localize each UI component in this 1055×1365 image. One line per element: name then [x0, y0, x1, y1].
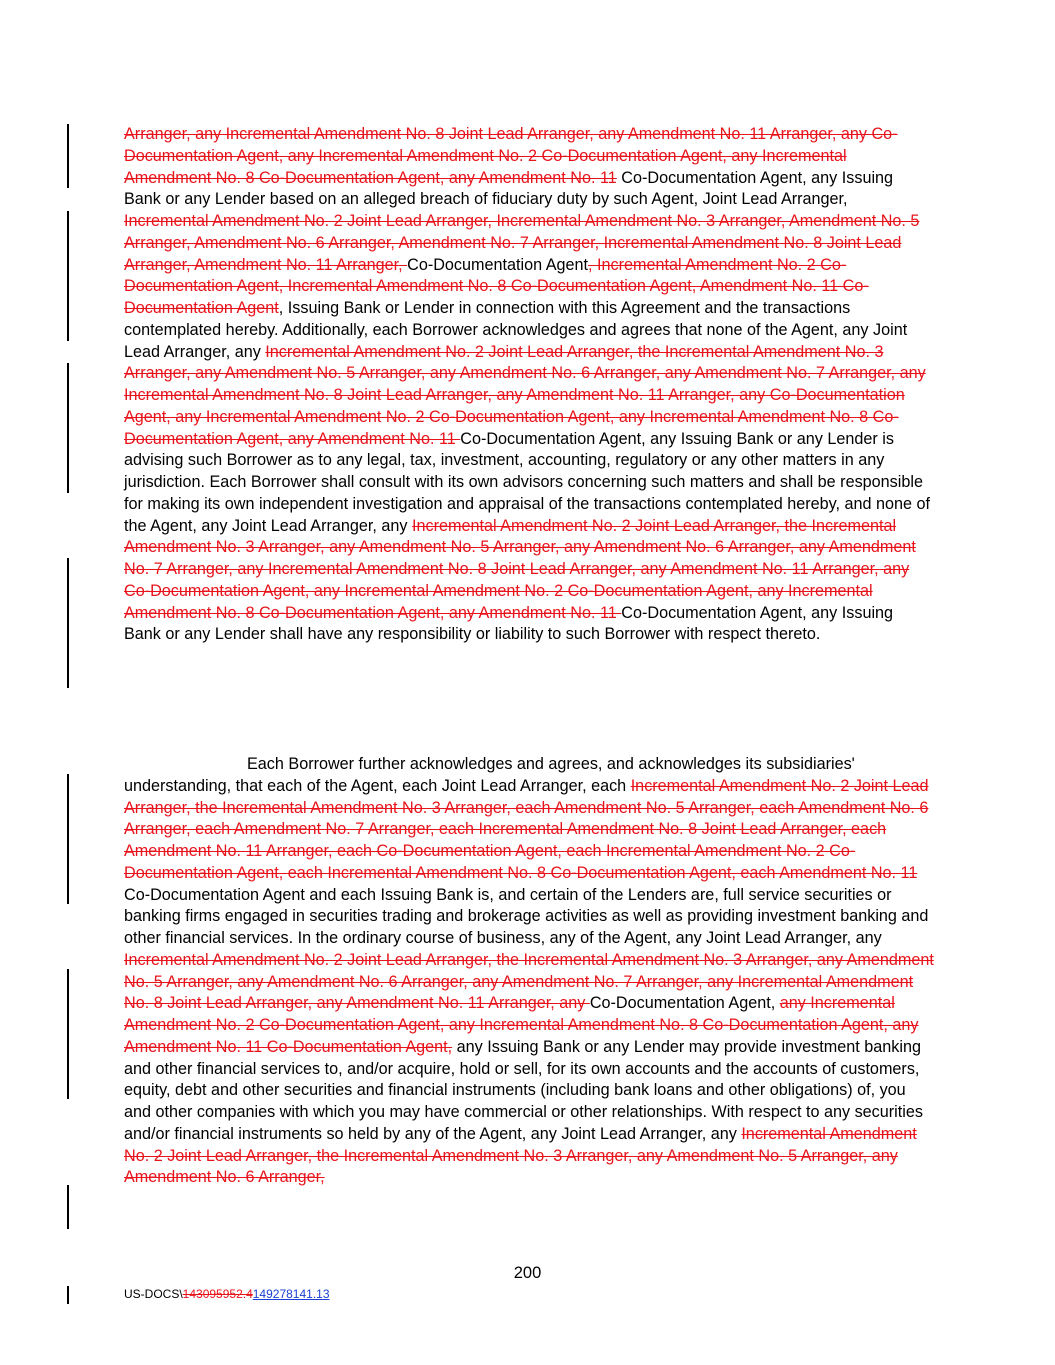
text-segment: Incremental Amendment No. 2 Joint Lead Arranger, Incremental Amendment No. 3 Arranger, Amendment No. 5 Arranger, Amendment No. 6 Arranger, Amendment No. 7 Arranger, Incremental Amendment No. 8 Joint Lead Arranger, Amendment No. 11 Arranger, [124, 212, 920, 274]
text-segment: Each Borrower further acknowledges and agrees, and acknowledges its subsidiaries' understanding, that each of the Agent, each Joint Lead Arranger, each [124, 755, 855, 795]
text-segment: Co-Documentation Agent [407, 255, 589, 274]
text-segment: Co-Documentation Agent, [589, 994, 780, 1013]
change-bar [67, 363, 69, 493]
text-segment: any Incremental Amendment No. 2 Co-Documentation Agent, any Incremental Amendment No. 8 Co-Documentation Agent, any Amendment No. 11 Co-Documentation Agent, [124, 994, 919, 1056]
text-segment: Co-Documentation Agent, any Issuing Bank or any Lender is advising such Borrower as to any legal, tax, investment, accounting, regulatory or any other matters in any jurisdiction. Each Borrower shall consult with its own advisors concerning such matters and shall be responsible for making its own independent investigation and appraisal of the transactions contemplated hereby, and none of the Agent, any Joint Lead Arranger, any [124, 429, 930, 535]
change-bar [67, 1286, 69, 1304]
paragraph-2 [124, 754, 934, 1189]
change-bar [67, 211, 69, 341]
change-bar [67, 558, 69, 688]
text-segment: any Issuing Bank or any Lender may provide investment banking and other financial services to, and/or acquire, hold or sell, for its own accounts and the accounts of customers, equity, debt and other securities and financial instruments (including bank loans and other obligations) of, you and other companies with which you may have commercial or other relationships. With respect to any securities and/or financial instruments so held by any of the Agent, any Joint Lead Arranger, any [124, 1037, 923, 1143]
text-segment: Incremental Amendment No. 2 Joint Lead Arranger, the Incremental Amendment No. 3 Arranger, each Amendment No. 5 Arranger, each Amendment No. 6 Arranger, each Amendment No. 7 Arranger, each Incremental Amendment No. 8 Joint Lead Arranger, each Amendment No. 11 Arranger, each Co-Documentation Agent, each Incremental Amendment No. 2 Co-Documentation Agent, each Incremental Amendment No. 8 Co-Documentation Agent, each Amendment No. 11 [124, 776, 929, 882]
paragraph-1 [124, 124, 934, 646]
change-bar [67, 774, 69, 904]
text-segment: Incremental Amendment No. 2 Joint Lead Arranger, the Incremental Amendment No. 3 Arranger, any Amendment No. 5 Arranger, any Amendment No. 6 Arranger, [124, 1124, 917, 1187]
document-footer-id [124, 1287, 330, 1301]
text-segment: Arranger, any Incremental Amendment No. 8 Joint Lead Arranger, any Amendment No. 11 Arranger, any Co-Documentation Agent, any Incremental Amendment No. 2 Co-Documentation Agent, any Incremental Amendment No. 8 Co-Documentation Agent, any Amendment No. 11 [124, 125, 898, 187]
text-segment: Co-Documentation Agent, any Issuing Bank or any Lender shall have any responsibility or liability to such Borrower with respect thereto. [124, 603, 894, 644]
change-bar [67, 1185, 69, 1229]
text-segment: Co-Documentation Agent, any Issuing Bank or any Lender based on an alleged breach of fiduciary duty by such Agent, Joint Lead Arranger, [124, 168, 894, 209]
footer-inserted-id: 149278141.13 [252, 1287, 330, 1301]
page-number: 200 [513, 1264, 542, 1282]
text-segment: Incremental Amendment No. 2 Joint Lead Arranger, the Incremental Amendment No. 3 Arranger, any Amendment No. 5 Arranger, any Amendment No. 6 Arranger, any Amendment No. 7 Arranger, any Incremental Amendment No. 8 Joint Lead Arranger, any Amendment No. 11 Arranger, any [124, 950, 934, 1013]
text-segment: Incremental Amendment No. 2 Joint Lead Arranger, the Incremental Amendment No. 3 Arranger, any Amendment No. 5 Arranger, any Amendment No. 6 Arranger, any Amendment No. 7 Arranger, any Incremental Amendment No. 8 Joint Lead Arranger, any Amendment No. 11 Arranger, any Co-Documentation Agent, any Incremental Amendment No. 2 Co-Documentation Agent, any Incremental Amendment No. 8 Co-Documentation Agent, any Amendment No. 11 [124, 516, 916, 622]
footer-prefix: US-DOCS\ [124, 1287, 183, 1301]
text-segment: , Issuing Bank or Lender in connection with this Agreement and the transactions contemplated hereby. Additionally, each Borrower acknowledges and agrees that none of the Agent, any Joint Lead Arranger, any [124, 299, 908, 361]
text-segment: Co-Documentation Agent and each Issuing Bank is, and certain of the Lenders are, full service securities or banking firms engaged in securities trading and brokerage activities as well as providing investment banking and other financial services. In the ordinary course of business, any of the Agent, any Joint Lead Arranger, any [124, 885, 929, 947]
text-segment: Incremental Amendment No. 2 Joint Lead Arranger, the Incremental Amendment No. 3 Arranger, any Amendment No. 5 Arranger, any Amendment No. 6 Arranger, any Amendment No. 7 Arranger, any Incremental Amendment No. 8 Joint Lead Arranger, any Amendment No. 11 Arranger, any Co-Documentation Agent, any Incremental Amendment No. 2 Co-Documentation Agent, any Incremental Amendment No. 8 Co-Documentation Agent, any Amendment No. 11 [124, 342, 926, 448]
footer-deleted-id: 143095952.4 [182, 1287, 253, 1301]
change-bar [67, 124, 69, 188]
change-bar [67, 969, 69, 1099]
text-segment: , Incremental Amendment No. 2 Co-Documentation Agent, Incremental Amendment No. 8 Co-Documentation Agent, Amendment No. 11 Co-Documentation Agent [124, 255, 869, 317]
